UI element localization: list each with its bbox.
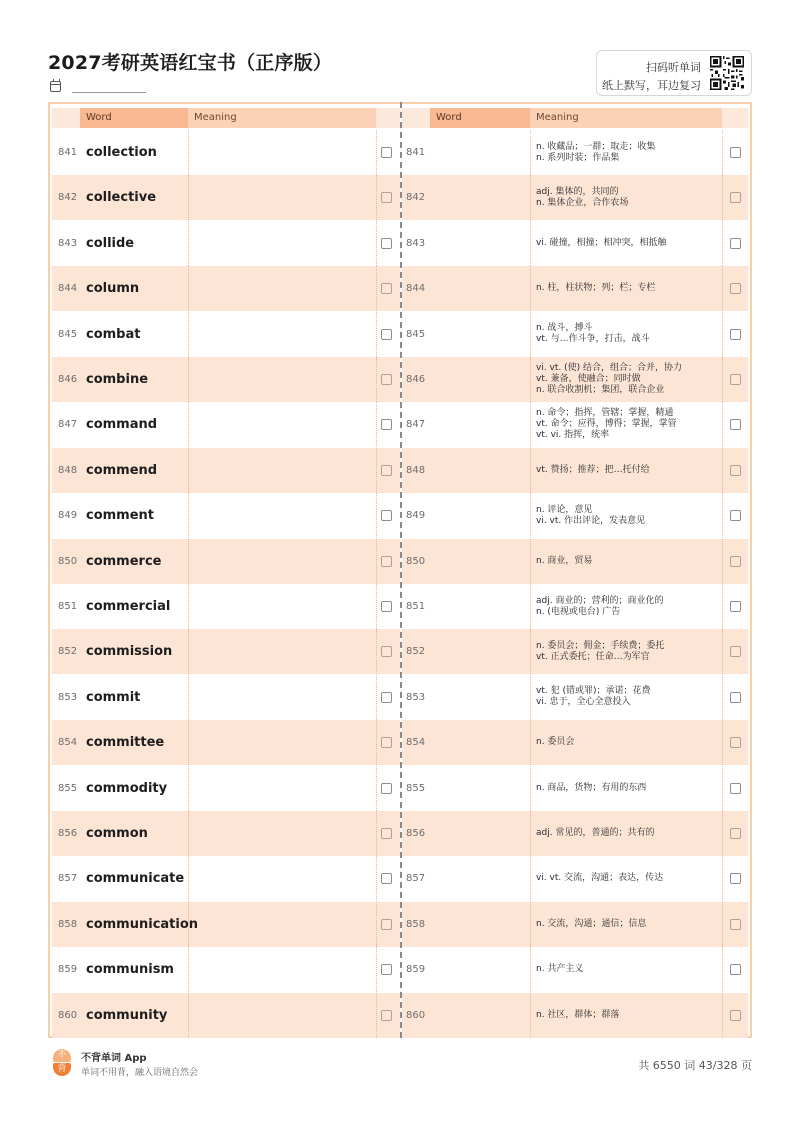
cell-divider bbox=[722, 448, 723, 493]
row-number: 846 bbox=[406, 374, 426, 385]
review-checkbox[interactable] bbox=[730, 964, 741, 975]
review-checkbox[interactable] bbox=[381, 283, 392, 294]
row-number: 856 bbox=[58, 828, 78, 839]
word-column-header: Word bbox=[430, 108, 530, 128]
cell-divider bbox=[188, 856, 189, 901]
meaning-line: n. 柱，柱状物；列；栏；专栏 bbox=[536, 283, 656, 294]
meaning-line: vi. vt. (使) 结合，组合；合并，协力 bbox=[536, 363, 683, 373]
review-checkbox[interactable] bbox=[730, 374, 741, 385]
review-checkbox[interactable] bbox=[381, 692, 392, 703]
cell-divider bbox=[722, 175, 723, 220]
cell-divider bbox=[188, 402, 189, 447]
table-row bbox=[52, 357, 400, 402]
table-row bbox=[402, 856, 748, 901]
cell-divider bbox=[376, 175, 377, 220]
date-blank-line bbox=[72, 92, 146, 93]
meaning-line: n. 集体企业，合作农场 bbox=[536, 197, 629, 208]
word-text: communicate bbox=[86, 871, 185, 887]
meaning-text bbox=[536, 357, 720, 402]
cell-divider bbox=[530, 629, 531, 674]
meaning-text bbox=[536, 221, 720, 266]
row-number: 847 bbox=[58, 419, 78, 431]
table-row bbox=[402, 130, 748, 175]
row-number: 857 bbox=[58, 873, 78, 885]
cell-divider bbox=[530, 175, 531, 220]
cell-divider bbox=[376, 856, 377, 901]
cell-divider bbox=[722, 584, 723, 629]
review-checkbox[interactable] bbox=[381, 646, 392, 657]
row-number: 852 bbox=[58, 646, 78, 658]
review-checkbox[interactable] bbox=[381, 465, 392, 476]
meaning-line: vt. 命令；应得，博得；掌握，掌管 bbox=[536, 419, 677, 430]
meaning-column-header: Meaning bbox=[188, 108, 376, 128]
review-checkbox[interactable] bbox=[730, 873, 741, 884]
cell-divider bbox=[530, 584, 531, 629]
word-text: commercial bbox=[86, 599, 171, 614]
meaning-text bbox=[536, 947, 720, 992]
meaning-line: adj. 常见的，普通的；共有的 bbox=[536, 828, 655, 838]
word-text: communication bbox=[86, 916, 199, 932]
table-row bbox=[52, 539, 400, 584]
review-checkbox[interactable] bbox=[730, 646, 741, 657]
review-checkbox[interactable] bbox=[381, 329, 392, 340]
table-row bbox=[402, 448, 748, 493]
cell-divider bbox=[376, 402, 377, 447]
row-number: 843 bbox=[58, 237, 78, 249]
meaning-line: vt. 与…作斗争，打击，战斗 bbox=[536, 334, 650, 345]
cell-divider bbox=[722, 130, 723, 175]
meaning-line: n. 战斗，搏斗 bbox=[536, 323, 593, 334]
review-checkbox[interactable] bbox=[381, 919, 392, 930]
cell-divider bbox=[376, 448, 377, 493]
word-text: commodity bbox=[86, 780, 168, 796]
cell-divider bbox=[722, 675, 723, 720]
row-number: 855 bbox=[406, 782, 426, 794]
review-checkbox[interactable] bbox=[381, 192, 392, 203]
cell-divider bbox=[530, 856, 531, 901]
table-row bbox=[52, 629, 400, 674]
cell-divider bbox=[188, 312, 189, 357]
row-number: 842 bbox=[58, 192, 78, 204]
table-row bbox=[52, 221, 400, 266]
cell-divider bbox=[188, 675, 189, 720]
review-checkbox[interactable] bbox=[730, 238, 741, 249]
cell-divider bbox=[376, 493, 377, 538]
word-column-header: Word bbox=[80, 108, 188, 128]
row-number: 857 bbox=[406, 873, 426, 885]
table-row bbox=[52, 266, 400, 311]
word-text: comment bbox=[86, 508, 155, 524]
meaning-column-header: Meaning bbox=[530, 108, 722, 128]
cell-divider bbox=[530, 902, 531, 947]
app-name: 不背单词 App bbox=[81, 1053, 147, 1064]
cell-divider bbox=[722, 402, 723, 447]
word-text: communism bbox=[86, 962, 174, 978]
cell-divider bbox=[722, 720, 723, 765]
review-checkbox[interactable] bbox=[381, 783, 392, 794]
cell-divider bbox=[188, 221, 189, 266]
fold-divider bbox=[400, 102, 402, 1038]
table-row bbox=[402, 539, 748, 584]
meaning-text bbox=[536, 856, 720, 901]
cell-divider bbox=[376, 266, 377, 311]
table-row bbox=[402, 675, 748, 720]
table-row bbox=[402, 312, 748, 357]
review-checkbox[interactable] bbox=[381, 601, 392, 612]
word-text: commerce bbox=[86, 553, 162, 569]
meaning-line: n. 共产主义 bbox=[536, 964, 584, 975]
row-number: 847 bbox=[406, 419, 426, 431]
meaning-text bbox=[536, 811, 720, 856]
row-number: 854 bbox=[406, 737, 426, 749]
cell-divider bbox=[188, 130, 189, 175]
row-number: 849 bbox=[58, 510, 78, 522]
cell-divider bbox=[376, 539, 377, 584]
cell-divider bbox=[376, 357, 377, 402]
cell-divider bbox=[188, 629, 189, 674]
cell-divider bbox=[722, 312, 723, 357]
review-checkbox[interactable] bbox=[381, 1010, 392, 1021]
scan-audio-card[interactable] bbox=[596, 50, 752, 96]
meaning-text bbox=[536, 312, 720, 357]
table-row bbox=[402, 720, 748, 765]
meaning-line: vi. 忠于，全心全意投入 bbox=[536, 697, 631, 708]
review-checkbox[interactable] bbox=[730, 283, 741, 294]
review-checkbox[interactable] bbox=[381, 238, 392, 249]
review-checkbox[interactable] bbox=[381, 556, 392, 567]
cell-divider bbox=[188, 175, 189, 220]
review-checkbox[interactable] bbox=[730, 919, 741, 930]
cell-divider bbox=[722, 629, 723, 674]
scan-subtitle: 纸上默写，耳边复习 bbox=[602, 79, 701, 92]
row-number: 854 bbox=[58, 737, 78, 749]
review-checkbox[interactable] bbox=[730, 510, 741, 521]
meaning-line: n. 评论，意见 bbox=[536, 504, 593, 515]
word-text: community bbox=[86, 1007, 168, 1023]
meaning-line: vt. 正式委托；任命…为军官 bbox=[536, 651, 650, 662]
review-checkbox[interactable] bbox=[381, 510, 392, 521]
cell-divider bbox=[188, 539, 189, 584]
row-number: 859 bbox=[406, 964, 426, 976]
meaning-line: n. 委员会；佣金；手续费；委托 bbox=[536, 640, 665, 651]
cell-divider bbox=[376, 811, 377, 856]
meaning-text bbox=[536, 766, 720, 811]
page-title: 2027考研英语红宝书（正序版） bbox=[48, 52, 333, 74]
review-checkbox[interactable] bbox=[730, 465, 741, 476]
row-number: 853 bbox=[58, 691, 78, 703]
table-row bbox=[52, 811, 400, 856]
table-row bbox=[52, 402, 400, 447]
meaning-text bbox=[536, 130, 720, 175]
cell-divider bbox=[188, 357, 189, 402]
meaning-text bbox=[536, 902, 720, 947]
word-text: column bbox=[86, 281, 140, 297]
left-table-header bbox=[52, 108, 400, 128]
word-text: combat bbox=[86, 326, 141, 342]
cell-divider bbox=[722, 902, 723, 947]
cell-divider bbox=[530, 221, 531, 266]
cell-divider bbox=[376, 675, 377, 720]
row-number: 841 bbox=[406, 147, 426, 158]
word-text: commit bbox=[86, 689, 141, 705]
meaning-line: n. (电视或电台) 广告 bbox=[536, 606, 621, 617]
date-field[interactable] bbox=[50, 80, 150, 94]
review-checkbox[interactable] bbox=[381, 374, 392, 385]
word-text: commission bbox=[86, 644, 173, 660]
meaning-text bbox=[536, 448, 720, 493]
meaning-text bbox=[536, 629, 720, 674]
check-column-header bbox=[376, 108, 400, 128]
row-number: 852 bbox=[406, 646, 426, 658]
table-row bbox=[402, 947, 748, 992]
review-checkbox[interactable] bbox=[381, 737, 392, 748]
row-number: 851 bbox=[406, 601, 426, 612]
word-text: command bbox=[86, 417, 158, 433]
cell-divider bbox=[376, 584, 377, 629]
row-number: 846 bbox=[58, 374, 78, 385]
cell-divider bbox=[530, 448, 531, 493]
meaning-line: n. 商品，货物；有用的东西 bbox=[536, 782, 647, 793]
review-checkbox[interactable] bbox=[730, 419, 741, 430]
meaning-line: n. 命令；指挥，管辖；掌握，精通 bbox=[536, 408, 674, 419]
meaning-line: adj. 商业的；营利的；商业化的 bbox=[536, 595, 664, 606]
row-number: 844 bbox=[406, 283, 426, 295]
review-checkbox[interactable] bbox=[381, 419, 392, 430]
table-row bbox=[52, 675, 400, 720]
row-number: 848 bbox=[58, 464, 78, 476]
scan-prompt: 扫码听单词 bbox=[646, 61, 701, 74]
review-checkbox[interactable] bbox=[381, 964, 392, 975]
table-row bbox=[402, 175, 748, 220]
row-number: 845 bbox=[406, 328, 426, 340]
meaning-line: vi. vt. 作出评论，发表意见 bbox=[536, 515, 646, 526]
review-checkbox[interactable] bbox=[730, 783, 741, 794]
meaning-text bbox=[536, 720, 720, 765]
table-row bbox=[52, 448, 400, 493]
qr-code-icon[interactable] bbox=[710, 56, 744, 90]
table-row bbox=[402, 493, 748, 538]
cell-divider bbox=[722, 493, 723, 538]
row-number: 853 bbox=[406, 691, 426, 703]
cell-divider bbox=[530, 720, 531, 765]
meaning-text bbox=[536, 993, 720, 1038]
review-checkbox[interactable] bbox=[730, 329, 741, 340]
review-checkbox[interactable] bbox=[381, 828, 392, 839]
table-row bbox=[52, 720, 400, 765]
table-row bbox=[402, 629, 748, 674]
table-row bbox=[52, 902, 400, 947]
cell-divider bbox=[530, 312, 531, 357]
cell-divider bbox=[188, 266, 189, 311]
table-row bbox=[52, 130, 400, 175]
row-number: 855 bbox=[58, 782, 78, 794]
app-slogan: 单词不用背，融入语境自然会 bbox=[81, 1068, 199, 1078]
cell-divider bbox=[376, 720, 377, 765]
table-row bbox=[52, 584, 400, 629]
cell-divider bbox=[722, 221, 723, 266]
cell-divider bbox=[188, 448, 189, 493]
meaning-line: vi. vt. 交流，沟通；表达，传达 bbox=[536, 873, 664, 884]
meaning-text bbox=[536, 493, 720, 538]
review-checkbox[interactable] bbox=[730, 692, 741, 703]
cell-divider bbox=[530, 766, 531, 811]
table-row bbox=[402, 811, 748, 856]
app-logo-icon bbox=[52, 1049, 72, 1077]
cell-divider bbox=[188, 493, 189, 538]
row-number: 858 bbox=[406, 918, 426, 930]
table-row bbox=[402, 357, 748, 402]
calendar-icon bbox=[50, 81, 61, 92]
cell-divider bbox=[722, 539, 723, 584]
cell-divider bbox=[722, 856, 723, 901]
table-row bbox=[52, 947, 400, 992]
row-number: 843 bbox=[406, 237, 426, 249]
meaning-line: vt. 兼备，使融合；同时做 bbox=[536, 374, 641, 384]
row-number: 850 bbox=[406, 555, 426, 567]
review-checkbox[interactable] bbox=[730, 737, 741, 748]
cell-divider bbox=[188, 766, 189, 811]
row-number: 850 bbox=[58, 555, 78, 567]
cell-divider bbox=[530, 402, 531, 447]
cell-divider bbox=[530, 493, 531, 538]
table-row bbox=[402, 993, 748, 1038]
cell-divider bbox=[722, 947, 723, 992]
meaning-line: vt. 赞扬；推荐；把…托付给 bbox=[536, 464, 650, 475]
meaning-line: adj. 集体的，共同的 bbox=[536, 186, 619, 197]
table-row bbox=[52, 175, 400, 220]
meaning-line: n. 系列时装；作品集 bbox=[536, 152, 620, 163]
word-text: collection bbox=[86, 145, 157, 160]
cell-divider bbox=[376, 902, 377, 947]
check-column-header bbox=[722, 108, 748, 128]
table-row bbox=[402, 221, 748, 266]
cell-divider bbox=[188, 584, 189, 629]
cell-divider bbox=[722, 766, 723, 811]
cell-divider bbox=[530, 539, 531, 584]
word-text: commend bbox=[86, 462, 158, 478]
review-checkbox[interactable] bbox=[730, 1010, 741, 1021]
table-row bbox=[52, 993, 400, 1038]
review-checkbox[interactable] bbox=[381, 873, 392, 884]
table-row bbox=[402, 266, 748, 311]
cell-divider bbox=[188, 811, 189, 856]
word-text: common bbox=[86, 826, 148, 841]
logo-bottom-glyph: 背 bbox=[53, 1063, 71, 1076]
cell-divider bbox=[188, 902, 189, 947]
cell-divider bbox=[376, 221, 377, 266]
row-number: 858 bbox=[58, 918, 78, 930]
row-number: 859 bbox=[58, 964, 78, 976]
row-number: 842 bbox=[406, 192, 426, 204]
cell-divider bbox=[376, 130, 377, 175]
meaning-text bbox=[536, 266, 720, 311]
row-number: 849 bbox=[406, 510, 426, 522]
row-number: 860 bbox=[406, 1009, 426, 1021]
cell-divider bbox=[530, 266, 531, 311]
meaning-text bbox=[536, 539, 720, 584]
cell-divider bbox=[722, 266, 723, 311]
table-row bbox=[402, 902, 748, 947]
cell-divider bbox=[376, 766, 377, 811]
table-row bbox=[402, 766, 748, 811]
review-checkbox[interactable] bbox=[730, 601, 741, 612]
word-text: committee bbox=[86, 735, 165, 751]
meaning-line: n. 交流，沟通；通信；信息 bbox=[536, 918, 647, 929]
page-info: 共 6550 词 43/328 页 bbox=[638, 1059, 752, 1072]
meaning-line: vt. 犯 (错或罪)；承诺；花费 bbox=[536, 686, 651, 697]
cell-divider bbox=[376, 947, 377, 992]
meaning-line: n. 委员会 bbox=[536, 737, 575, 748]
cell-divider bbox=[530, 357, 531, 402]
cell-divider bbox=[376, 312, 377, 357]
meaning-line: n. 社区，群体；群落 bbox=[536, 1009, 620, 1020]
cell-divider bbox=[722, 811, 723, 856]
review-checkbox[interactable] bbox=[730, 556, 741, 567]
meaning-text bbox=[536, 175, 720, 220]
cell-divider bbox=[530, 993, 531, 1038]
review-checkbox[interactable] bbox=[730, 147, 741, 158]
row-number: 844 bbox=[58, 283, 78, 295]
cell-divider bbox=[530, 947, 531, 992]
meaning-text bbox=[536, 675, 720, 720]
cell-divider bbox=[530, 130, 531, 175]
cell-divider bbox=[530, 811, 531, 856]
row-number: 845 bbox=[58, 328, 78, 340]
review-checkbox[interactable] bbox=[730, 828, 741, 839]
row-number: 856 bbox=[406, 828, 426, 839]
table-row bbox=[52, 312, 400, 357]
meaning-line: vi. 碰撞，相撞；相冲突，相抵触 bbox=[536, 237, 667, 248]
cell-divider bbox=[530, 675, 531, 720]
word-text: collide bbox=[86, 235, 135, 251]
right-table-header bbox=[402, 108, 748, 128]
review-checkbox[interactable] bbox=[381, 147, 392, 158]
word-text: collective bbox=[86, 190, 157, 206]
meaning-text bbox=[536, 402, 720, 447]
row-number: 848 bbox=[406, 464, 426, 476]
row-number: 860 bbox=[58, 1009, 78, 1021]
meaning-text bbox=[536, 584, 720, 629]
word-text: combine bbox=[86, 372, 149, 387]
cell-divider bbox=[722, 357, 723, 402]
table-row bbox=[402, 402, 748, 447]
meaning-line: n. 收藏品；一群；取走；收集 bbox=[536, 141, 656, 152]
table-row bbox=[52, 766, 400, 811]
table-row bbox=[402, 584, 748, 629]
cell-divider bbox=[188, 993, 189, 1038]
table-row bbox=[52, 493, 400, 538]
review-checkbox[interactable] bbox=[730, 192, 741, 203]
cell-divider bbox=[722, 993, 723, 1038]
meaning-line: n. 联合收割机；集团，联合企业 bbox=[536, 385, 665, 395]
cell-divider bbox=[376, 629, 377, 674]
cell-divider bbox=[376, 993, 377, 1038]
cell-divider bbox=[188, 720, 189, 765]
table-row bbox=[52, 856, 400, 901]
meaning-line: vt. vi. 指挥，统率 bbox=[536, 430, 610, 441]
cell-divider bbox=[188, 947, 189, 992]
logo-top-glyph: 不 bbox=[53, 1049, 71, 1062]
row-number: 851 bbox=[58, 601, 78, 612]
meaning-line: n. 商业，贸易 bbox=[536, 555, 593, 566]
row-number: 841 bbox=[58, 147, 78, 158]
